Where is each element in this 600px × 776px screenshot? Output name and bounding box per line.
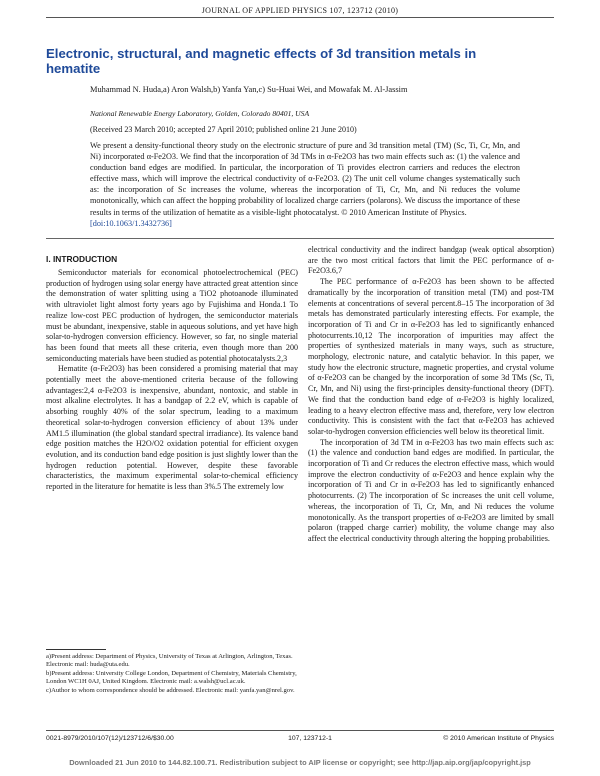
author-list: Muhammad N. Huda,a) Aron Walsh,b) Yanfa Yan,c) Su-Huai Wei, and Mowafak M. Al-Jassim xyxy=(90,85,408,94)
affiliation: National Renewable Energy Laboratory, Golden, Colorado 80401, USA xyxy=(90,109,310,118)
footnote: b)Present address: University College London, Department of Chemistry, Materials Chemistry, London WC1H 0AJ, United Kingdom. Electronic mail: a.walsh@ucl.ac.uk. xyxy=(46,670,297,686)
footer-rule xyxy=(46,730,554,731)
doi-line xyxy=(90,218,520,229)
footer-copyright: © 2010 American Institute of Physics xyxy=(443,735,554,742)
section-divider xyxy=(46,238,554,239)
body-paragraph: electrical conductivity and the indirect bandgap (weak optical absorption) are the two most critical factors that limit the PEC performance of α-Fe2O3.6,7 xyxy=(308,245,554,276)
doi-link[interactable]: [doi:10.1063/1.3432736] xyxy=(90,219,172,228)
abstract: We present a density-functional theory study on the electronic structure of pure and 3d transition metal (TM) (Sc, Ti, Cr, Mn, and Ni) incorporated α-Fe2O3. We find that the incorporation of 3d TMs in α-Fe2O3 has two main effects such as: (1) the valence and conduction band edges are modified. In particular, the incorporation of Ti provides electron carriers and reduces the electron effective mass, which will improve the electrical conductivity of α-Fe2O3. (2) The unit cell volume changes systematically such as: the incorporation of Sc increases the volume, whereas the incorporation of Ti, Cr, Mn, and Ni reduces the volume monotonically, which can affect the hopping probability of localized charge carriers (polarons). We discuss the importance of these results in terms of the utilization of hematite as a visible-light photocatalyst. © 2010 American Institute of Physics. xyxy=(90,141,520,217)
footer-page-number: 107, 123712-1 xyxy=(288,735,332,742)
received-dates: (Received 23 March 2010; accepted 27 April 2010; published online 21 June 2010) xyxy=(90,125,357,134)
footnote-rule xyxy=(46,649,106,650)
header-rule xyxy=(46,17,554,18)
body-paragraph: Hematite (α-Fe2O3) has been considered a promising material that may potentially meet the above-mentioned criteria because of the following advantages:2,4 α-Fe2O3 is inexpensive, abundant, nontoxic, and stable in most alkaline electrolytes. It has a bandgap of 2.2 eV, which is capable of absorbing roughly 40% of the solar spectrum, leading to a maximum theoretical solar-to-hydrogen conversion efficiency of about 13% under AM1.5 illumination (the global standard spectral irradiance). Its valence band edge position matches the H2O/O2 oxidation potential for efficient oxygen evolution, and its conduction band edge position is just slightly lower than the hydrogen reduction potential. However, despite these favorable characteristics, the maximum experimental solar-to-chemical efficiency reported in the literature for hematite is less than 3%.5 The extremely low xyxy=(46,364,298,492)
footnotes xyxy=(46,653,298,696)
footnote: c)Author to whom correspondence should be addressed. Electronic mail: yanfa.yan@nrel.gov. xyxy=(46,687,295,695)
body-paragraph: The PEC performance of α-Fe2O3 has been shown to be affected dramatically by the incorporation of transition metal (TM) and post-TM elements at concentrations of several percent.8–15 The incorporation of 3d metals has demonstrated particularly interesting effects. For example, the incorporation of Ti and Cr in α-Fe2O3 has led to significantly enhanced photocurrents.10,12 The incorporation of impurities may affect the properties of synthesized materials in many ways, such as structure, morphology, electronic nature, and catalytic behavior. In this paper, we study how the electronic structure, magnetic properties, and crystal volume of α-Fe2O3 can be changed by the incorporation of some 3d TMs (Sc, Ti, Cr, Mn, and Ni) using the first-principles density-functional theory (DFT). We find that the conduction band edge of α-Fe2O3 is highly localized, leading to a heavy electron effective mass and, therefore, very low electron conductivity. This is consistent with the fact that α-Fe2O3 has achieved solar-to-hydrogen conversion efficiencies well below its theoretical limit. xyxy=(308,277,554,436)
right-column xyxy=(308,245,554,545)
journal-header: JOURNAL OF APPLIED PHYSICS 107, 123712 (2010) xyxy=(201,6,399,15)
footer-issn: 0021-8979/2010/107(12)/123712/6/$30.00 xyxy=(46,735,174,742)
body-paragraph: The incorporation of 3d TM in α-Fe2O3 has two main effects such as: (1) the valence and conduction band edges are modified. In particular, the incorporation of Ti and Cr reduces the electron effective mass, which would improve the electron conductivity of α-Fe2O3 and hence explain why the incorporation of Ti and Cr in α-Fe2O3 has led to significantly enhanced photocurrents. (2) The incorporation of Sc increases the unit cell volume, whereas, the incorporation of Ti, Cr, Mn, and Ni reduces the volume monotonically. As the transport properties of α-Fe2O3 are limited by small polaron (trapped charge carrier) mobility, the volume change may also affect the electrical conductivity through altering the hopping probabilities. xyxy=(308,437,554,543)
download-notice: Downloaded 21 Jun 2010 to 144.82.100.71. Redistribution subject to AIP license or copyright; see http://jap.aip.org/jap/copyright.jsp xyxy=(69,758,531,767)
footnote: a)Present address: Department of Physics, University of Texas at Arlington, Arlington, Texas. Electronic mail: huda@uta.edu. xyxy=(46,653,293,669)
left-column xyxy=(46,268,298,493)
section-heading: I. INTRODUCTION xyxy=(46,254,118,264)
article-title: Electronic, structural, and magnetic effects of 3d transition metals in hematite xyxy=(46,46,477,76)
body-paragraph: Semiconductor materials for economical photoelectrochemical (PEC) production of hydrogen using solar energy have attracted great attention since the demonstration of water splitting using a TiO2 photoanode illuminated with ultraviolet light almost forty years ago by Fujishima and Honda.1 To realize low-cost PEC production of hydrogen, the semiconductor materials must be abundant, inexpensive, stable in aqueous solutions, and yet have high solar-to-hydrogen conversion efficiency. However, so far, no single material has been found that meets all these criteria, even though more than 200 semiconducting materials have been studied as potential photocatalysts.2,3 xyxy=(46,268,298,363)
